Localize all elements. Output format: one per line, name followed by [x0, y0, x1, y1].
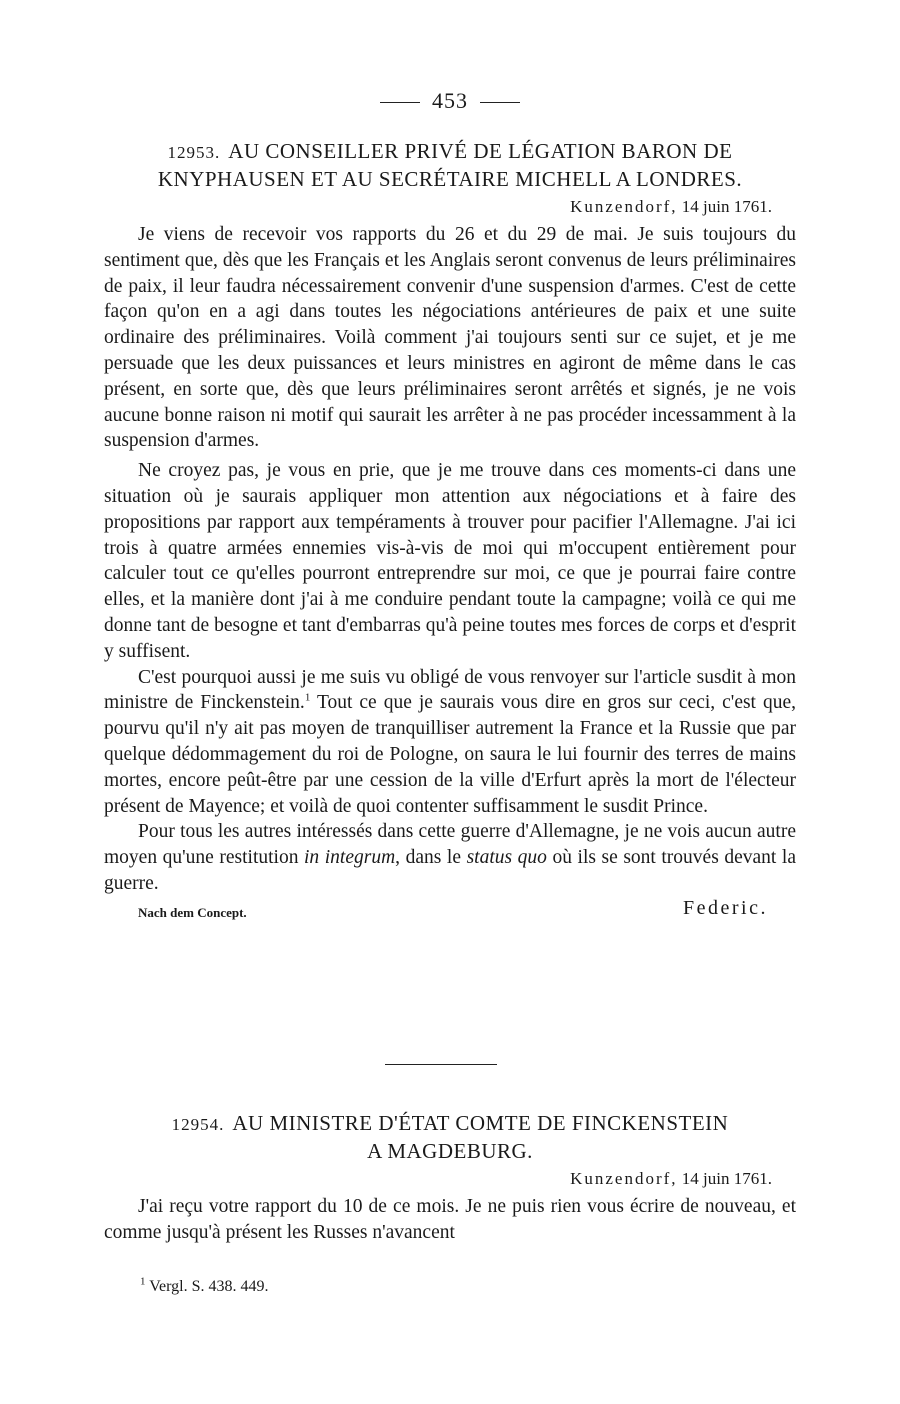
italic-in-integrum: in integrum [304, 847, 396, 869]
heading-line-2: A MAGDEBURG. [367, 1139, 533, 1163]
italic-status-quo: status quo [466, 847, 547, 869]
page-number [0, 88, 900, 114]
paragraph-3-part-b: Tout ce que je saurais vous dire en gros sur ceci, c'est que, pourvu qu'il n'y ait pas moyen de tranquilliser autrement la France et la Russie que par quelque dédommagement du roi de Pologne, on saura le lui fournir des terres de mains mortes, encore peût-être par une cession de la ville d'Erfurt après la mort de l'électeur présent de Mayence; et voilà de quoi contenter suffisamment le susdit Prince. [104, 692, 796, 817]
footnote-text: Vergl. S. 438. 449. [149, 1278, 269, 1295]
paragraph-3 [104, 665, 796, 820]
paragraph-1: Je viens de recevoir vos rapports du 26 et du 29 de mai. Je suis toujours du sentiment que, dès que les Français et les Anglais seront convenus de leurs préliminaires de paix, il leur faudra nécessairement convenir d'une suspension d'armes. C'est de cette façon qu'on en a agi dans toutes les négociations antérieures de paix et une suite ordinaire des préliminaires. Voilà comment j'ai toujours senti sur ce sujet, et je me persuade que les deux puissances et leurs ministres en agiront de même dans le cas présent, en sorte que, dès que leurs préliminaires seront arrêtés et signés, je ne vois aucune bonne raison ni motif qui saurait les arrêter à ne pas procéder incessamment à la suspension d'armes. [104, 224, 796, 452]
dateline-date: 14 juin 1761. [681, 1169, 772, 1188]
letter-number: 12953. [167, 143, 221, 162]
letter-12954 [104, 1110, 796, 1246]
footnote [140, 1275, 269, 1296]
heading-line-1: AU CONSEILLER PRIVÉ DE LÉGATION BARON DE [228, 139, 733, 163]
page-number-dash-right [480, 102, 520, 103]
signature: Federic. [683, 896, 768, 919]
paragraph-4-part-a: Pour tous les autres intéressés dans cette guerre d'Allemagne, je ne vois aucun autre moyen qu'une restitution [104, 821, 796, 869]
letter-heading [104, 138, 796, 192]
dateline [104, 196, 796, 218]
letter-heading [104, 1110, 796, 1164]
paragraph-4-part-c: où ils se sont trouvés devant la guerre. [104, 847, 796, 894]
dateline-place: Kunzendorf, [570, 197, 678, 216]
letter-12953 [104, 138, 796, 925]
dateline-date: 14 juin 1761. [681, 197, 772, 216]
separator-rule [385, 1064, 497, 1065]
dateline-place: Kunzendorf, [570, 1169, 678, 1188]
paragraph-4 [104, 819, 796, 896]
paragraph-4-part-b: , dans le [395, 847, 467, 869]
paragraph-3-part-a: C'est pourquoi aussi je me suis vu obligé de vous renvoyer sur l'article susdit à mon ministre de Finckenstein. [104, 666, 796, 714]
paragraph-1: J'ai reçu votre rapport du 10 de ce mois. Je ne puis rien vous écrire de nouveau, et comme jusqu'à présent les Russes n'avancent [104, 1196, 796, 1243]
source-note: Nach dem Concept. [138, 904, 247, 920]
heading-line-1: AU MINISTRE D'ÉTAT COMTE DE FINCKENSTEIN [232, 1111, 729, 1135]
page-number-dash-left [380, 102, 420, 103]
source-signature-row [104, 897, 796, 925]
heading-line-2: KNYPHAUSEN ET AU SECRÉTAIRE MICHELL A LONDRES. [157, 167, 743, 191]
footnote-marker: 1 [304, 691, 311, 704]
page-number-text: 453 [432, 88, 468, 113]
paragraph-2: Ne croyez pas, je vous en prie, que je me trouve dans ces moments-ci dans une situation où je saurais appliquer mon attention aux négociations et à faire des propositions par rapport aux tempéraments à trouver pour pacifier l'Allemagne. J'ai ici trois à quatre armées ennemies vis-à-vis de moi qui m'occupent entièrement pour calculer tout ce qu'elles pourront entreprendre sur moi, ce que je pourrai faire contre elles, et la manière dont j'ai à me conduire pendant toute la campagne; voilà ce qui me donne tant de besogne et tant d'embarras qu'à peine toutes mes forces de corps et d'esprit y suffisent. [104, 460, 796, 662]
dateline [104, 1168, 796, 1190]
footnote-number: 1 [140, 1275, 146, 1288]
letter-number: 12954. [171, 1115, 225, 1134]
